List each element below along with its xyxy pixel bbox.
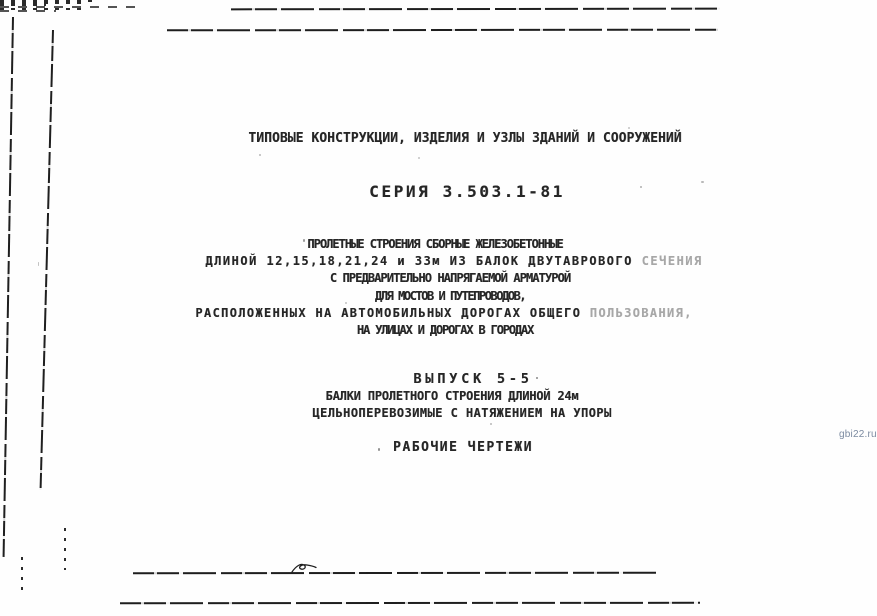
frame-rule-bottom-inner [133, 572, 661, 574]
title-line: НА УЛИЦАХ И ДОРОГАХ В ГОРОДАХ [356, 322, 534, 337]
faded-word: ПОЛЬЗОВАНИЯ, [589, 305, 693, 320]
watermark-text: gbi22.ru [839, 429, 877, 440]
scan-speck [628, 127, 630, 129]
title-line: ПРОЛЕТНЫЕ СТРОЕНИЯ СБОРНЫЕ ЖЕЛЕЗОБЕТОННЫЕ [307, 237, 563, 251]
frame-rule-left-outer [3, 17, 14, 557]
scan-speck [259, 154, 261, 156]
title-line: ДЛИНОЙ 12,15,18,21,24 и 33м ИЗ БАЛОК ДВУТАВРОВОГО СЕЧЕНИЯ [205, 254, 703, 269]
title-block [95, 236, 815, 339]
issue-subtitle-line: ЦЕЛЬНОПЕРЕВОЗИМЫЕ С НАТЯЖЕНИЕМ НА УПОРЫ [312, 406, 612, 421]
frame-rule-bottom-outer [120, 602, 700, 604]
faded-word: СЕЧЕНИЯ [641, 254, 703, 269]
scan-speck [490, 423, 492, 425]
frame-rule-top-inner [167, 29, 718, 32]
doc-type-heading: РАБОЧИЕ ЧЕРТЕЖИ [393, 440, 533, 455]
title-line: РАСПОЛОЖЕННЫХ НА АВТОМОБИЛЬНЫХ ДОРОГАХ ОБЩЕГО ПОЛЬЗОВАНИЯ, [195, 305, 693, 320]
scan-squiggle-artifact [291, 561, 317, 575]
title-line: С ПРЕДВАРИТЕЛЬНО НАПРЯГАЕМОЙ АРМАТУРОЙ [329, 271, 571, 286]
issue-number-line: ВЫПУСК 5-5 [413, 371, 533, 387]
scan-speck [38, 262, 39, 266]
frame-rule-top-outer [231, 8, 720, 11]
issue-subtitle-line: БАЛКИ ПРОЛЕТНОГО СТРОЕНИЯ ДЛИНОЙ 24м [325, 389, 579, 404]
scan-speck [418, 157, 420, 159]
series-number-heading: СЕРИЯ 3.503.1-81 [369, 182, 565, 201]
frame-rule-left-inner [40, 30, 54, 490]
frame-rule-bottom-outer-tail [0, 10, 56, 12]
scan-speck [701, 181, 704, 183]
title-line: ДЛЯ МОСТОВ И ПУТЕПРОВОДОВ, [374, 288, 526, 303]
frame-rule-left-outer-dots [21, 557, 23, 593]
frame-rule-left-inner-dashes [64, 528, 66, 570]
issue-block [95, 371, 815, 423]
category-heading: ТИПОВЫЕ КОНСТРУКЦИИ, ИЗДЕЛИЯ И УЗЛЫ ЗДАНИЙ И СООРУЖЕНИЙ [248, 131, 682, 146]
frame-rule-bottom-inner-tail [0, 6, 140, 8]
